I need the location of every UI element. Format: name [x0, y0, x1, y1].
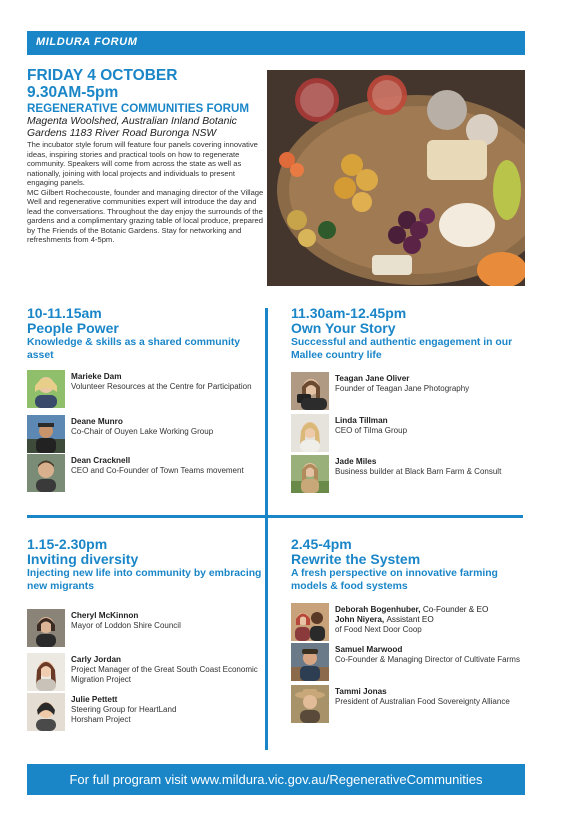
speaker-role: Mayor of Loddon Shire Council — [71, 621, 181, 630]
speaker-name: Deane Munro — [71, 417, 123, 426]
speaker-name: Linda Tillman — [335, 416, 388, 425]
session-subtitle: Injecting new life into community by embracing new migrants — [27, 568, 262, 592]
avatar — [27, 370, 65, 408]
speaker-name: Deborah Bogenhuber, — [335, 605, 421, 614]
speaker-role: Founder of Teagan Jane Photography — [335, 384, 470, 393]
speaker-name: Samuel Marwood — [335, 645, 403, 654]
speaker-role-inline: Co-Founder & EO — [422, 605, 489, 614]
session-time: 11.30am-12.45pm — [291, 305, 407, 321]
speaker-name: Carly Jordan — [71, 655, 122, 664]
speaker-role: Co-Chair of Ouyen Lake Working Group — [71, 427, 214, 436]
program-link-banner[interactable] — [27, 764, 525, 795]
event-date: FRIDAY 4 OCTOBER — [27, 67, 178, 84]
speaker-role: Project Manager of the Great South Coast Economic Migration Project — [71, 665, 258, 684]
session-title: People Power — [27, 320, 119, 336]
speaker-role: CEO of Tilma Group — [335, 426, 408, 435]
speaker-name-line — [335, 605, 535, 615]
session-rewrite-the-system — [291, 537, 526, 593]
avatar — [291, 603, 329, 641]
avatar — [291, 414, 329, 452]
grazing-board-photo — [267, 70, 525, 286]
speaker-role: President of Australian Food Sovereignty Alliance — [335, 697, 510, 706]
session-own-your-story — [291, 306, 526, 362]
speaker-role: Business builder at Black Barn Farm & Consult — [335, 467, 502, 476]
event-intro — [27, 67, 265, 245]
speaker-name: Jade Miles — [335, 457, 377, 466]
event-time: 9.30AM-5pm — [27, 84, 119, 101]
avatar — [27, 454, 65, 492]
forum-title: REGENERATIVE COMMUNITIES FORUM — [27, 102, 250, 115]
program-link[interactable]: For full program visit www.mildura.vic.gov.au/RegenerativeCommunities — [69, 772, 483, 787]
speaker-role: Steering Group for HeartLand Horsham Project — [71, 705, 177, 724]
avatar — [291, 372, 329, 410]
session-title: Own Your Story — [291, 320, 396, 336]
speaker-name-line — [335, 615, 535, 625]
avatar — [27, 415, 65, 453]
avatar — [291, 643, 329, 681]
avatar — [291, 685, 329, 723]
session-subtitle: Knowledge & skills as a shared community asset — [27, 337, 241, 361]
session-time: 10-11.15am — [27, 305, 102, 321]
intro-paragraph: The incubator style forum will feature four panels covering innovative ideas, inspiring stories and practical tools on how to regenerate community. Speakers will come from across the state as well as nationally, joining with local projects and individuals to present engaging panels. — [27, 140, 258, 187]
mc-paragraph: MC Gilbert Rochecouste, founder and managing director of the Village Well and regenerative communities expert will introduce the day and lead the conversations. Throughout the day enjoy the surrounds of the gardens and a complimentary grazing table of local produce, prepared by The Friends of the Botanic Gardens. Stay for networking and refreshments from 4-5pm. — [27, 187, 264, 244]
session-time: 1.15-2.30pm — [27, 536, 108, 552]
session-time: 2.45-4pm — [291, 536, 352, 552]
speaker-name: Tammi Jonas — [335, 687, 387, 696]
session-inviting-diversity — [27, 537, 262, 593]
session-people-power — [27, 306, 262, 362]
horizontal-divider — [27, 515, 523, 518]
speaker-name: Teagan Jane Oliver — [335, 374, 410, 383]
speaker-role: of Food Next Door Coop — [335, 625, 422, 634]
session-title: Inviting diversity — [27, 551, 139, 567]
speaker-name: Dean Cracknell — [71, 456, 131, 465]
avatar — [27, 653, 65, 691]
speaker-name: Marieke Dam — [71, 372, 122, 381]
grazing-board-illustration — [267, 70, 525, 286]
speaker-name: John Niyera, — [335, 615, 385, 624]
session-subtitle: A fresh perspective on innovative farming models & food systems — [291, 568, 498, 592]
speaker-name: Julie Pettett — [71, 695, 118, 704]
speaker-role: Volunteer Resources at the Centre for Participation — [71, 382, 252, 391]
session-subtitle: Successful and authentic engagement in our Mallee country life — [291, 337, 513, 361]
speaker-name: Cheryl McKinnon — [71, 611, 139, 620]
banner-label: MILDURA FORUM — [36, 36, 138, 48]
speaker-role: CEO and Co-Founder of Town Teams movement — [71, 466, 244, 475]
speaker-role: Co-Founder & Managing Director of Cultivate Farms — [335, 655, 520, 664]
session-title: Rewrite the System — [291, 551, 421, 567]
avatar — [27, 609, 65, 647]
avatar — [291, 455, 329, 493]
avatar — [27, 693, 65, 731]
speaker-role-inline: Assistant EO — [386, 615, 434, 624]
top-banner — [27, 31, 525, 55]
event-venue: Magenta Woolshed, Australian Inland Botanic Gardens 1183 River Road Buronga NSW — [27, 116, 237, 139]
